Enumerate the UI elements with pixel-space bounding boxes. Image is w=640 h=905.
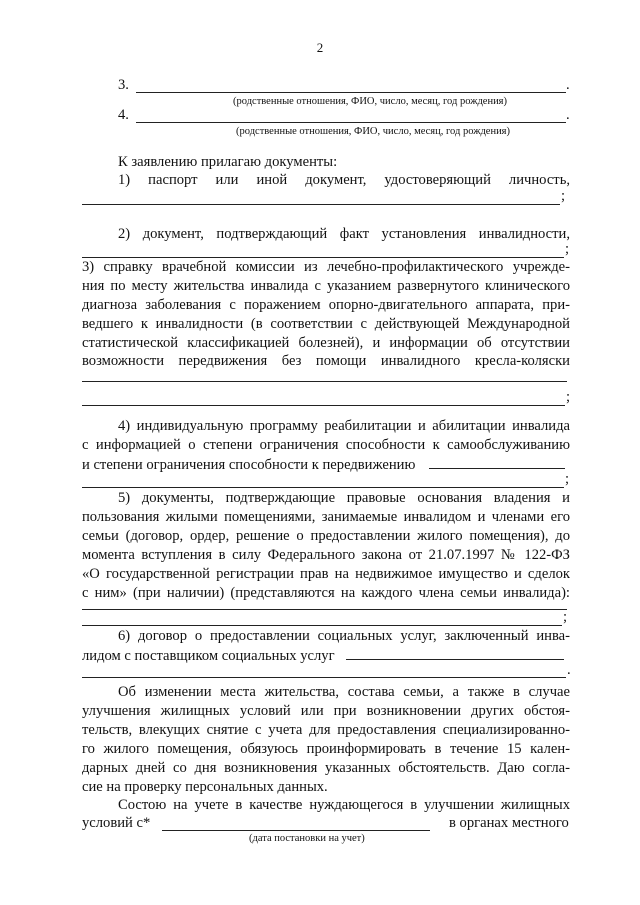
item-1-text: 1) паспорт или иной документ, удостоверяющий личность, — [118, 172, 570, 188]
relative-3-number: 3. — [118, 77, 129, 93]
item-6-inline-field[interactable] — [346, 647, 564, 660]
relative-3-caption: (родственные отношения, ФИО, число, месяц, год рождения) — [233, 96, 508, 107]
item-5-line-2: пользования жилыми помещениями, занимаемые инвалидом и членами его — [82, 509, 570, 525]
item-1-end: ; — [561, 188, 566, 204]
item-5-line-3: семьи (договор, ордер, решение о предоставлении жилого помещения), до — [82, 528, 570, 544]
relative-4-field[interactable] — [136, 122, 566, 123]
item-5-line-4: момента вступления в силу Федерального закона от 21.07.1997 № 122-ФЗ — [82, 547, 570, 563]
notice-line-2: улучшения жилищных условий или при возникновении других обстоя- — [82, 703, 570, 719]
relative-3-end: . — [566, 77, 570, 93]
notice-line-1: Об изменении места жительства, состава семьи, а также в случае — [118, 684, 570, 700]
registration-suffix: в органах местного — [449, 815, 569, 831]
item-3-line-6: возможности передвижения без помощи инвалидного кресла-коляски — [82, 353, 570, 369]
item-3-field-2[interactable] — [82, 405, 565, 406]
item-3-field-1[interactable] — [82, 381, 567, 382]
item-2-text: 2) документ, подтверждающий факт установления инвалидности, — [118, 226, 570, 242]
page-number: 2 — [316, 40, 324, 55]
item-4-inline-field[interactable] — [429, 456, 565, 469]
item-3-line-3: диагноза заболевания с поражением опорно-двигательного аппарата, при- — [82, 297, 570, 313]
item-2-field[interactable] — [82, 257, 564, 258]
item-5-line-5: «О государственной регистрации прав на недвижимое имущество и сделок — [82, 566, 570, 582]
item-1-field[interactable] — [82, 204, 560, 205]
item-2-end: ; — [565, 241, 570, 257]
notice-line-4: го жилого помещения, обязуюсь проинформировать в течение 15 кален- — [82, 741, 570, 757]
item-5-field-2[interactable] — [82, 625, 562, 626]
item-4-field[interactable] — [82, 487, 564, 488]
relative-4-number: 4. — [118, 107, 129, 123]
item-5-field-1[interactable] — [82, 609, 567, 610]
item-4-line-3-text: и степени ограничения способности к передвижению — [82, 457, 416, 473]
relative-3-field[interactable] — [136, 92, 566, 93]
relative-4-caption: (родственные отношения, ФИО, число, месяц, год рождения) — [236, 126, 511, 137]
relative-4-end: . — [566, 107, 570, 123]
item-6-line-2 — [82, 647, 570, 665]
item-4-end: ; — [565, 471, 570, 487]
notice-line-6: сие на проверку персональных данных. — [82, 779, 328, 795]
item-5-line-6: с ним» (при наличии) (представляются на каждого члена семьи инвалида): — [82, 585, 570, 601]
item-3-end: ; — [566, 389, 571, 405]
item-3-line-2: ния по месту жительства инвалида с указанием развернутого клинического — [82, 278, 570, 294]
registration-line-1: Состою на учете в качестве нуждающегося в улучшении жилищных — [118, 797, 570, 813]
item-3-line-1: 3) справку врачебной комиссии из лечебно-профилактического учрежде- — [82, 259, 570, 275]
notice-line-5: дарных дней со дня возникновения указанных обстоятельств. Даю согла- — [82, 760, 570, 776]
item-6-line-1: 6) договор о предоставлении социальных услуг, заключенный инва- — [118, 628, 570, 644]
documents-intro: К заявлению прилагаю документы: — [118, 154, 338, 170]
registration-prefix: условий с* — [82, 815, 151, 831]
item-4-line-1: 4) индивидуальную программу реабилитации и абилитации инвалида — [118, 418, 570, 434]
item-5-line-1: 5) документы, подтверждающие правовые основания владения и — [118, 490, 570, 506]
item-3-line-4: ведшего к инвалидности (в соответствии с действующей Международной — [82, 316, 570, 332]
registration-date-field[interactable] — [162, 830, 430, 831]
item-3-line-5: статистической классификацией болезней), и информации об отсутствии — [82, 335, 570, 351]
item-5-end: ; — [563, 609, 568, 625]
item-6-line-2-text: лидом с поставщиком социальных услуг — [82, 648, 335, 664]
item-6-field[interactable] — [82, 677, 566, 678]
item-4-line-3 — [82, 456, 570, 474]
item-4-line-2: с информацией о степени ограничения способности к самообслуживанию — [82, 437, 570, 453]
item-6-end: . — [567, 662, 571, 678]
registration-date-caption: (дата постановки на учет) — [249, 833, 365, 844]
notice-line-3: тельств, влекущих снятие с учета для предоставления специализированно- — [82, 722, 570, 738]
